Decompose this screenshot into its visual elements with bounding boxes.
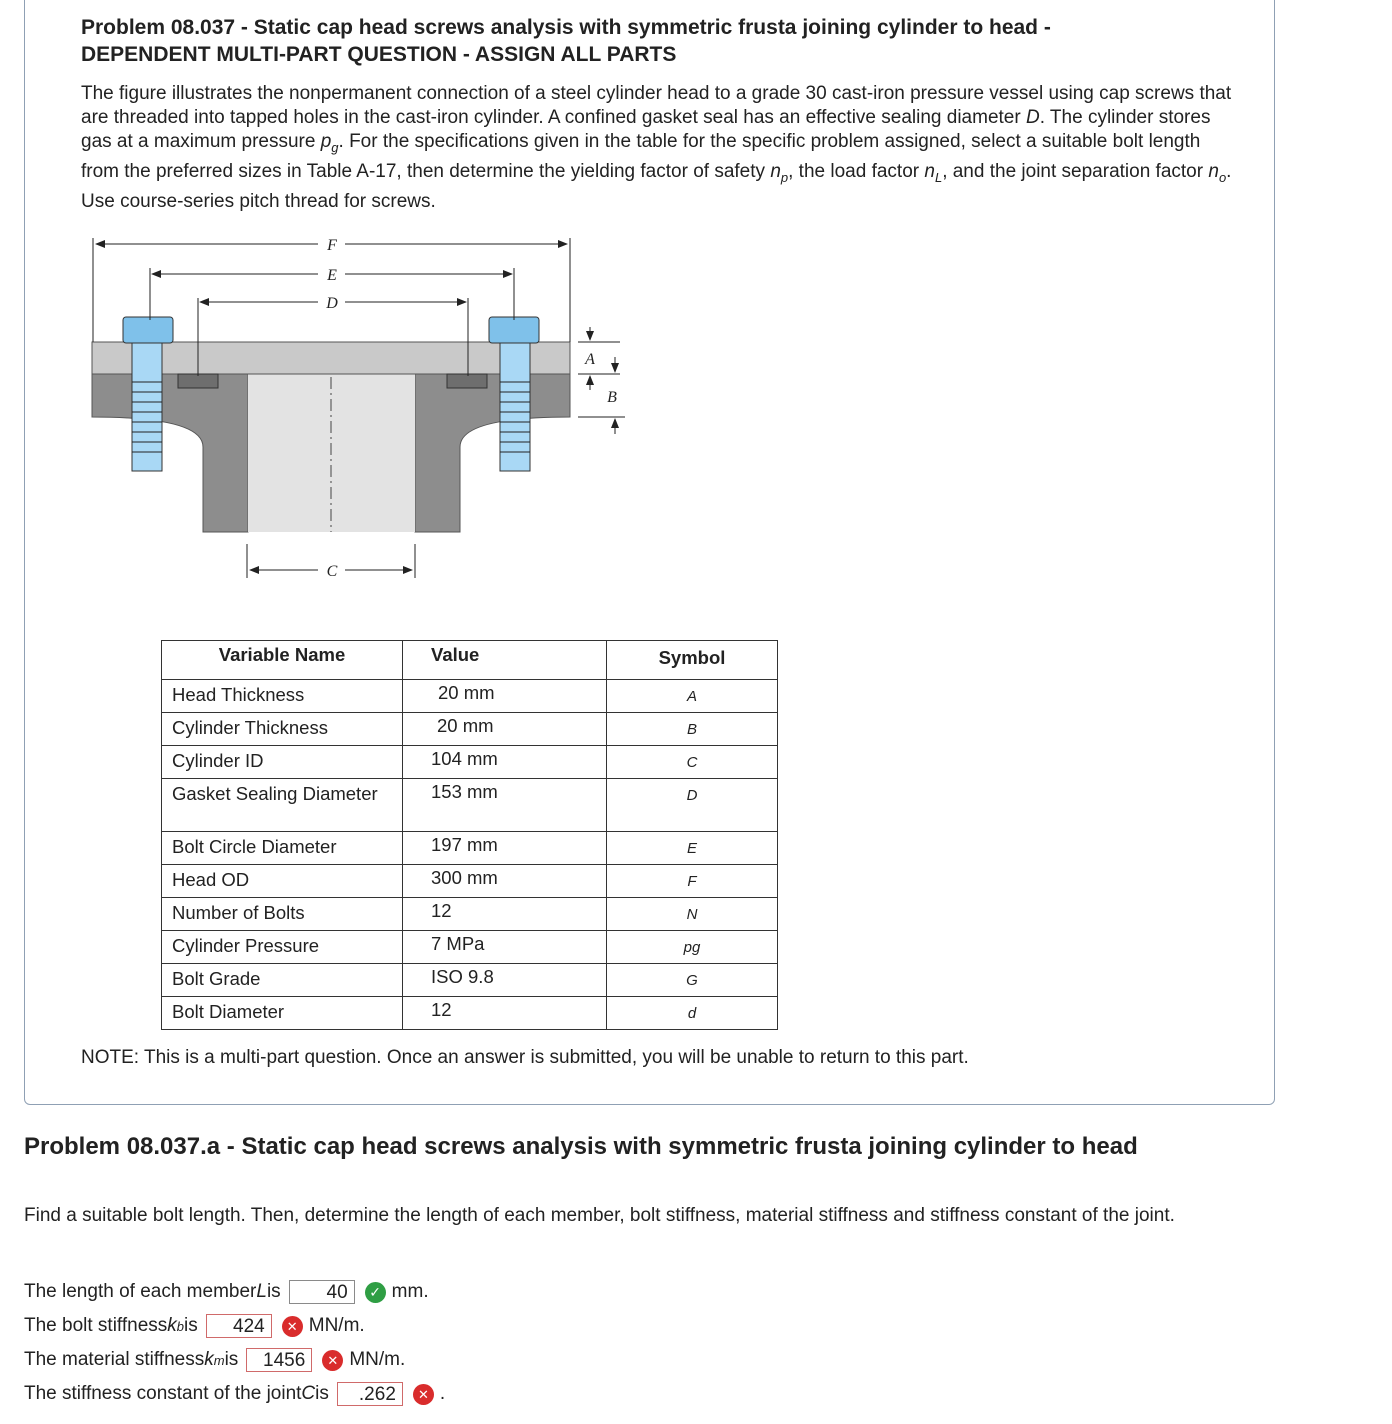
multipart-note: NOTE: This is a multi-part question. Once an answer is submitted, you will be unable to return to this part. (81, 1047, 969, 1068)
table-row: Number of Bolts 12 N (162, 898, 778, 931)
table-row: Head OD 300 mm F (162, 865, 778, 898)
label-D: D (326, 295, 338, 312)
part-a-description: Find a suitable bolt length. Then, determine the length of each member, bolt stiffness, material stiffness and stiffness constant of the joint. (24, 1205, 1175, 1226)
table-row: Bolt Diameter 12 d (162, 997, 778, 1030)
table-row: Bolt Grade ISO 9.8 G (162, 964, 778, 997)
stiffness-constant-input[interactable]: .262 (337, 1382, 403, 1406)
answer-row-stiffness-constant: The stiffness constant of the joint C is .262 ✕ . (24, 1383, 446, 1405)
column-header: Value (403, 641, 607, 680)
incorrect-x-icon: ✕ (282, 1316, 303, 1337)
incorrect-x-icon: ✕ (322, 1350, 343, 1371)
correct-check-icon: ✓ (365, 1282, 386, 1303)
table-row: Head Thickness 20 mm A (162, 680, 778, 713)
specification-table (161, 640, 778, 1030)
label-C: C (326, 563, 338, 580)
column-header: Symbol (607, 641, 778, 680)
part-a-title: Problem 08.037.a - Static cap head screws analysis with symmetric frusta joining cylinder to head (24, 1133, 1138, 1160)
answer-row-material-stiffness: The material stiffness k m is 1456 ✕ MN/m. (24, 1349, 406, 1371)
problem-title-line1: Problem 08.037 - Static cap head screws analysis with symmetric frusta joining cylinder to head - (81, 16, 1051, 39)
symbol-pg: pg (683, 939, 701, 956)
cylinder-head (92, 342, 570, 374)
cylinder-head-figure (90, 232, 650, 592)
incorrect-x-icon: ✕ (413, 1384, 434, 1405)
answer-row-bolt-stiffness: The bolt stiffness k b is 424 ✕ MN/m. (24, 1315, 365, 1337)
column-header: Variable Name (162, 641, 403, 680)
answer-row-member-length: The length of each member L is 40 ✓ mm. (24, 1281, 429, 1303)
label-E: E (327, 267, 337, 284)
material-stiffness-input[interactable]: 1456 (246, 1348, 312, 1372)
problem-title (81, 14, 1261, 68)
gasket-right (447, 374, 487, 388)
bolt-stiffness-input[interactable]: 424 (206, 1314, 272, 1338)
problem-statement: The figure illustrates the nonpermanent connection of a steel cylinder head to a grade 30 cast-iron pressure vessel using cap screws that are threaded into tapped holes in the cast-iron cylinder. A confined gasket seal has an effective sealing diameter D. The cylinder stores gas at a maximum pressure $p_g$. For the specifications given in the table for the specific problem assigned, select a suitable bolt length from the preferred sizes in Table A-17, then determine the yielding factor of safety $n_p$, the load factor $n_L$, and the joint separation factor $n_o$. Use course-series pitch thread for screws. (81, 83, 1232, 212)
member-length-input[interactable]: 40 (289, 1280, 355, 1304)
table-row: Gasket Sealing Diameter 153 mm D (162, 779, 778, 832)
table-row: Bolt Circle Diameter 197 mm E (162, 832, 778, 865)
label-A: A (585, 351, 595, 368)
table-row: Cylinder Thickness 20 mm B (162, 713, 778, 746)
label-B: B (607, 389, 617, 406)
gasket-left (178, 374, 218, 388)
label-F: F (327, 237, 337, 254)
table-row: Cylinder Pressure 7 MPa pg (162, 931, 778, 964)
table-row: Cylinder ID 104 mm C (162, 746, 778, 779)
problem-title-line2: DEPENDENT MULTI-PART QUESTION - ASSIGN ALL PARTS (81, 43, 677, 66)
